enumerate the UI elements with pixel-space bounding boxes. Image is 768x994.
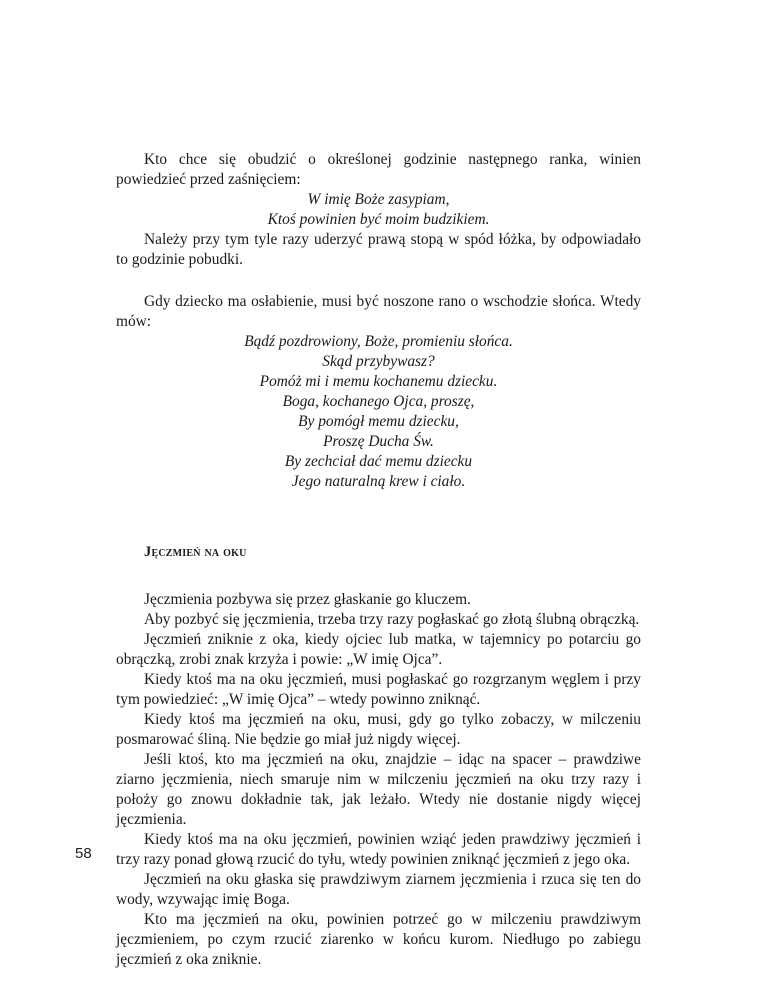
verse-line: By zechciał dać memu dziecku	[284, 453, 473, 470]
spacer	[116, 270, 641, 292]
section-heading: Jęczmień na oku	[144, 544, 247, 560]
paragraph-wake-outro: Należy przy tym tyle razy uderzyć prawą stopą w spód łóżka, by odpowiadało to godzinie pobudki.	[116, 231, 641, 268]
verse-line: Pomóż mi i memu kochanemu dziecku.	[259, 373, 498, 390]
verse-sun	[116, 332, 641, 492]
verse-line: Skąd przybywasz?	[322, 353, 435, 370]
verse-wake	[116, 190, 641, 230]
verse-line: By pomógł memu dziecku,	[298, 413, 459, 430]
verse-line: W imię Boże zasypiam,	[307, 191, 450, 208]
paragraph: Kiedy ktoś ma jęczmień na oku, musi, gdy go tylko zobaczy, w milczeniu posmarować śliną. Nie będzie go miał już nigdy więcej.	[116, 711, 641, 748]
paragraph: Kiedy ktoś ma na oku jęczmień, musi pogłaskać go rozgrzanym węglem i przy tym powiedzieć: „W imię Ojca” – wtedy powinno zniknąć.	[116, 671, 641, 708]
verse-line: Boga, kochanego Ojca, proszę,	[282, 393, 475, 410]
paragraph: Kiedy ktoś ma na oku jęczmień, powinien wziąć jeden prawdziwy jęczmień i trzy razy ponad głową rzucić do tyłu, wtedy powinien zniknąć jęczmień z jego oka.	[116, 831, 641, 868]
paragraph-wake-intro: Kto chce się obudzić o określonej godzinie następnego ranka, winien powiedzieć przed zaśnięciem:	[116, 151, 641, 188]
paragraph: Jęczmień zniknie z oka, kiedy ojciec lub matka, w tajemnicy po potarciu go obrączką, zrobi znak krzyża i powie: „W imię Ojca”.	[116, 631, 641, 668]
paragraph: Jęczmienia pozbywa się przez głaskanie go kluczem.	[144, 591, 471, 608]
paragraph: Jeśli ktoś, kto ma jęczmień na oku, znajdzie – idąc na spacer – prawdziwe ziarno jęczmienia, niech smaruje nim w milczeniu jęczmień na oku trzy razy i położy go znowu dokładnie tak, jak leżało. Wtedy nie dostanie nigdy więcej jęczmienia.	[116, 751, 641, 828]
paragraph-child-intro: Gdy dziecko ma osłabienie, musi być noszone rano o wschodzie słońca. Wtedy mów:	[116, 293, 641, 330]
verse-line: Ktoś powinien być moim budzikiem.	[267, 211, 490, 228]
page-number: 58	[75, 845, 92, 862]
verse-line: Proszę Ducha Św.	[323, 433, 434, 450]
verse-line: Jego naturalną krew i ciało.	[291, 473, 466, 490]
spacer	[116, 492, 641, 544]
paragraph: Jęczmień na oku głaska się prawdziwym ziarnem jęczmienia i rzuca się ten do wody, wzywając imię Boga.	[116, 871, 641, 908]
spacer	[116, 560, 641, 590]
page-body	[116, 150, 641, 970]
verse-line: Bądź pozdrowiony, Boże, promieniu słońca.	[244, 333, 513, 350]
paragraph: Kto ma jęczmień na oku, powinien potrzeć go w milczeniu prawdziwym jęczmieniem, po czym rzucić ziarenko w końcu kurom. Niedługo po zabiegu jęczmień z oka zniknie.	[116, 911, 641, 968]
paragraph: Aby pozbyć się jęczmienia, trzeba trzy razy pogłaskać go złotą ślubną obrączką.	[144, 611, 640, 628]
